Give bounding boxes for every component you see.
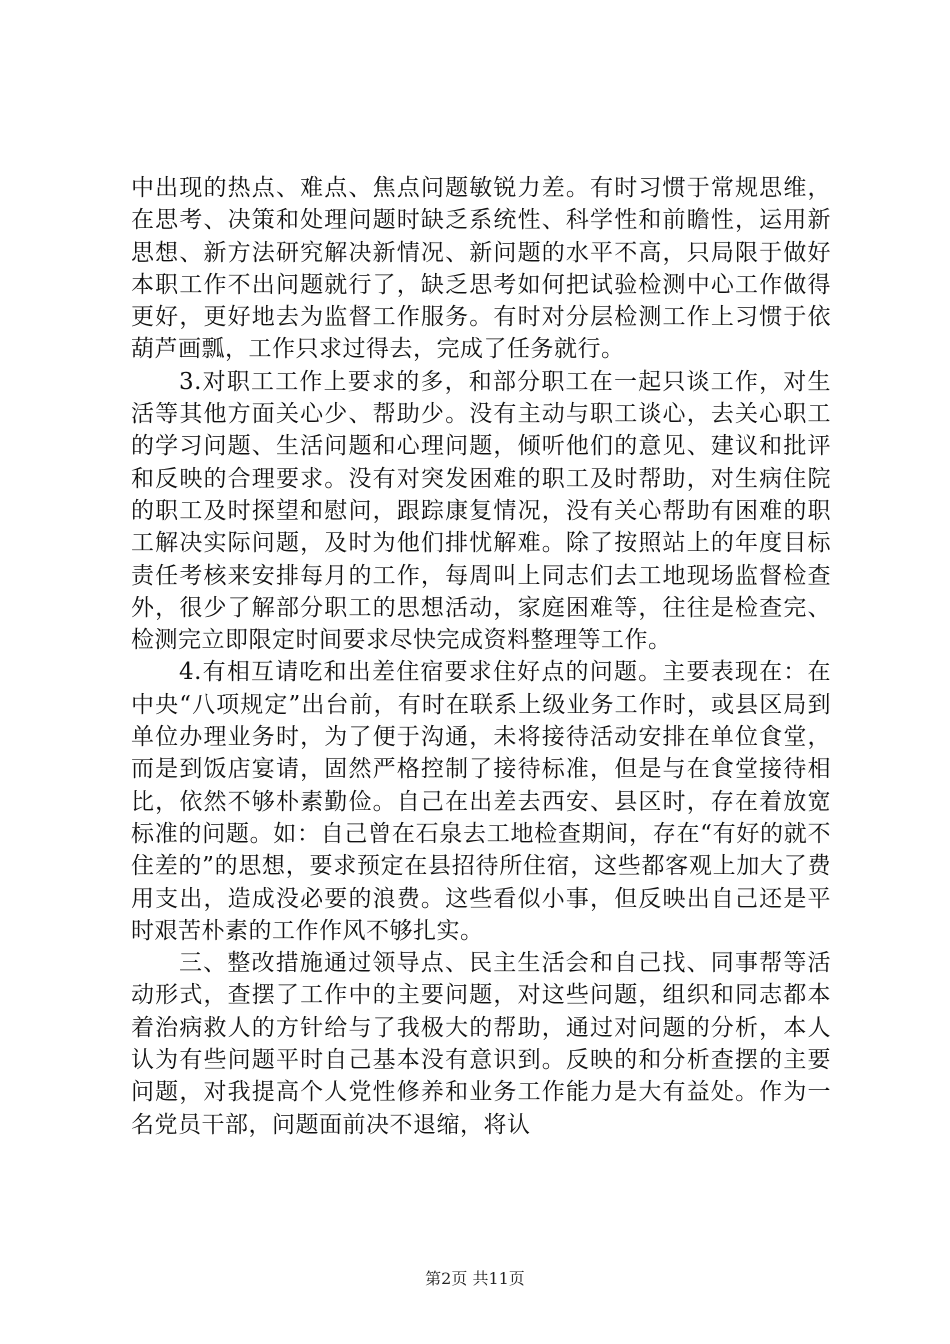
paragraph-continuation: 中出现的热点、难点、焦点问题敏锐力差。有时习惯于常规思维，在思考、决策和处理问题时缺乏系统性、科学性和前瞻性，运用新思想、新方法研究解决新情况、新问题的水平不高，只局限于做好本职工作不出问题就行了，缺乏思考如何把试验检测中心工作做得更好，更好地去为监督工作服务。有时对分层检测工作上习惯于依葫芦画瓢，工作只求过得去，完成了任务就行。 — [131, 175, 831, 363]
page-footer: 第2页 共11页 — [425, 1269, 525, 1288]
paragraph-3: 3.对职工工作上要求的多，和部分职工在一起只谈工作，对生活等其他方面关心少、帮助少。没有主动与职工谈心，去关心职工的学习问题、生活问题和心理问题，倾听他们的意见、建议和批评和反映的合理要求。没有对突发困难的职工及时帮助，对生病住院的职工及时探望和慰问，跟踪康复情况，没有关心帮助有困难的职工解决实际问题，及时为他们排忧解难。除了按照站上的年度目标责任考核来安排每月的工作，每周叫上同志们去工地现场监督检查外，很少了解部分职工的思想活动，家庭困难等，往往是检查完、检测完立即限定时间要求尽快完成资料整理等工作。 — [131, 368, 831, 654]
paragraph-section-3: 三、整改措施通过领导点、民主生活会和自己找、同事帮等活动形式，查摆了工作中的主要问题，对这些问题，组织和同志都本着治病救人的方针给与了我极大的帮助，通过对问题的分析，本人认为有些问题平时自己基本没有意识到。反映的和分析查摆的主要问题，对我提高个人党性修养和业务工作能力是大有益处。作为一名党员干部，问题面前决不退缩，将认 — [131, 950, 831, 1138]
document-body — [131, 172, 831, 1141]
paragraph-4: 4.有相互请吃和出差住宿要求住好点的问题。主要表现在：在中央“八项规定”出台前，有时在联系上级业务工作时，或县区局到单位办理业务时，为了便于沟通，未将接待活动安排在单位食堂，而是到饭店宴请，固然严格控制了接待标准，但是与在食堂接待相比，依然不够朴素勤俭。自己在出差去西安、县区时，存在着放宽标准的问题。如：自己曾在石泉去工地检查期间，存在“有好的就不住差的”的思想，要求预定在县招待所住宿，这些都客观上加大了费用支出，造成没必要的浪费。这些看似小事，但反映出自己还是平时艰苦朴素的工作作风不够扎实。 — [131, 659, 831, 944]
